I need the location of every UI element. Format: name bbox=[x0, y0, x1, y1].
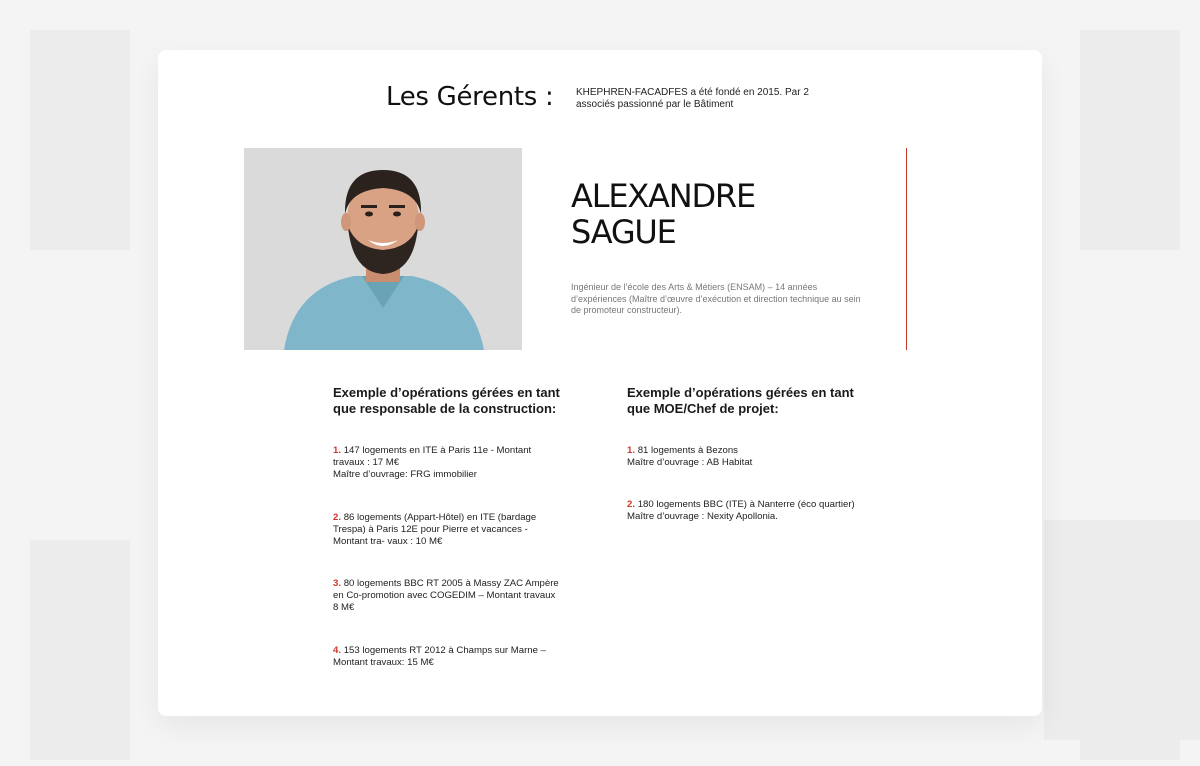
operation-client: Maître d’ouvrage : Nexity Apollonia. bbox=[627, 510, 778, 522]
operation-text: 80 logements BBC RT 2005 à Massy ZAC Ampère en Co-promotion avec COGEDIM – Montant travaux 8 M€ bbox=[333, 578, 559, 614]
operation-item bbox=[333, 578, 563, 645]
operation-number: 1. bbox=[333, 445, 342, 456]
operation-number: 3. bbox=[333, 578, 342, 589]
manager-last-name: SAGUE bbox=[571, 213, 676, 251]
page-title: Les Gérents : bbox=[386, 82, 554, 112]
operation-item bbox=[333, 445, 563, 512]
operation-text: 153 logements RT 2012 à Champs sur Marne – Montant travaux: 15 M€ bbox=[333, 644, 546, 668]
operations-column-construction bbox=[333, 385, 563, 711]
operation-number: 2. bbox=[333, 511, 342, 523]
operation-client: Maître d’ouvrage : AB Habitat bbox=[627, 457, 753, 469]
accent-divider bbox=[906, 148, 907, 350]
operation-item bbox=[333, 512, 563, 579]
operation-number: 4. bbox=[333, 644, 342, 656]
manager-bio: Ingénieur de l’école des Arts & Métiers (ENSAM) – 14 années d’expériences (Maître d’œuvre d’exécution et direction technique au sein de promoteur constructeur). bbox=[571, 282, 861, 315]
operation-number: 1. bbox=[627, 445, 636, 456]
operation-item bbox=[627, 499, 857, 553]
operation-text: 147 logements en ITE à Paris 11e - Montant travaux : 17 M€ bbox=[333, 445, 532, 469]
intro-text: KHEPHREN-FACADFES a été fondé en 2015. Par 2 associés passionné par le Bâtiment bbox=[576, 87, 809, 110]
column-heading: Exemple d’opérations gérées en tant que responsable de la construction: bbox=[333, 385, 560, 416]
manager-name bbox=[571, 178, 755, 250]
column-heading: Exemple d’opérations gérées en tant que MOE/Chef de projet: bbox=[627, 385, 854, 416]
operation-text: 81 logements à Bezons bbox=[637, 445, 738, 456]
operation-item bbox=[627, 445, 857, 499]
manager-first-name: ALEXANDRE bbox=[571, 177, 755, 215]
operation-text: 180 logements BBC (ITE) à Nanterre (éco quartier) bbox=[637, 498, 855, 510]
operation-text: 86 logements (Appart-Hôtel) en ITE (bardage Trespa) à Paris 12E pour Pierre et vacances - Montant tra- vaux : 10 M€ bbox=[333, 511, 537, 547]
operation-client: Maître d’ouvrage: FRG immobilier bbox=[333, 469, 477, 481]
operation-item bbox=[333, 645, 563, 712]
operation-number: 2. bbox=[627, 498, 636, 510]
managers-card bbox=[158, 50, 1042, 716]
portrait-photo bbox=[244, 148, 522, 350]
operations-column-moe bbox=[627, 385, 857, 552]
